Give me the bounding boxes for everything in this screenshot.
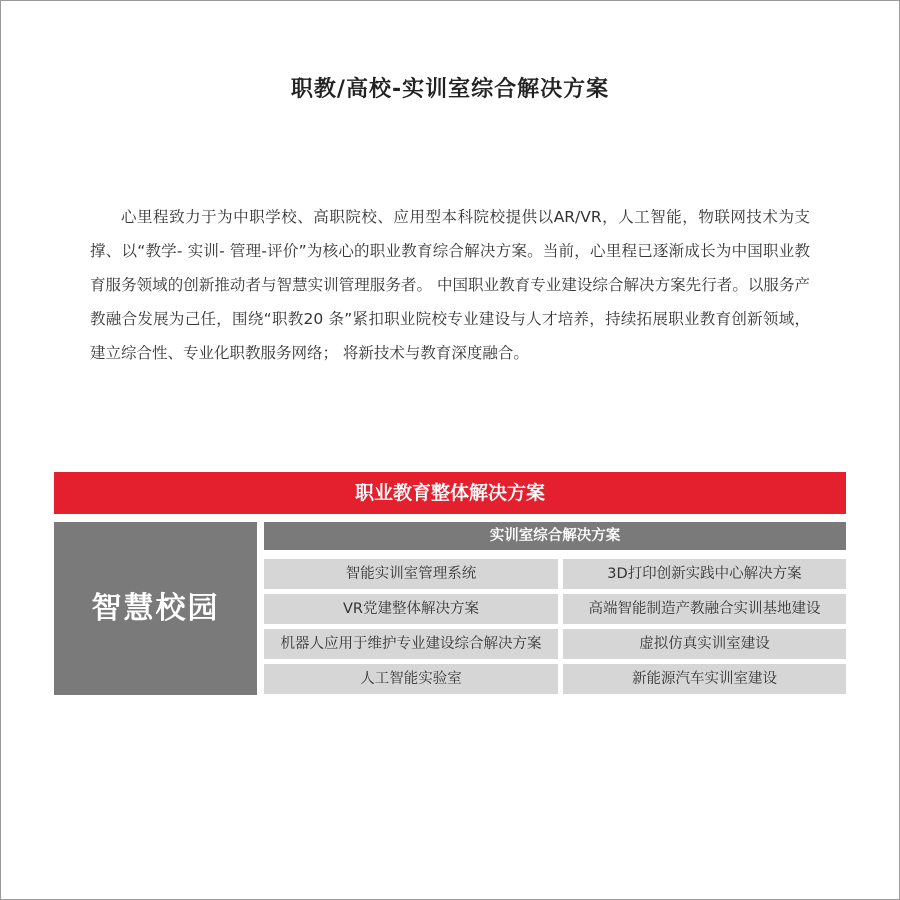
page-title: 职教/高校-实训室综合解决方案 (290, 77, 610, 102)
solution-item: 高端智能制造产教融合实训基地建设 (563, 594, 846, 624)
intro-paragraph: 心里程致力于为中职学校、高职院校、应用型本科院校提供以AR/VR，人工智能，物联网技术为支撑、以“教学- 实训- 管理-评价”为核心的职业教育综合解决方案。当前，心里程已逐渐成长为中国职业教育服务领域的创新推动者与智慧实训管理服务者。 中国职业教育专业建设综合解决方案先行者。以服务产教融合发展为己任，围绕“职教20 条”紧扣职业院校专业建设与人才培养，持续拓展职业教育创新领域，建立综合性、专业化职教服务网络； 将新技术与教育深度融合。 (90, 208, 810, 362)
solution-item: VR党建整体解决方案 (264, 594, 558, 624)
solution-item: 智能实训室管理系统 (264, 559, 558, 589)
solution-item: 人工智能实验室 (264, 664, 558, 694)
smart-campus-block: 智慧校园 (54, 522, 257, 695)
solution-banner: 职业教育整体解决方案 (54, 472, 846, 514)
training-room-subheader: 实训室综合解决方案 (264, 522, 846, 550)
solution-item: 虚拟仿真实训室建设 (563, 629, 846, 659)
solution-item: 机器人应用于维护专业建设综合解决方案 (264, 629, 558, 659)
solution-item: 3D打印创新实践中心解决方案 (563, 559, 846, 589)
solution-item: 新能源汽车实训室建设 (563, 664, 846, 694)
